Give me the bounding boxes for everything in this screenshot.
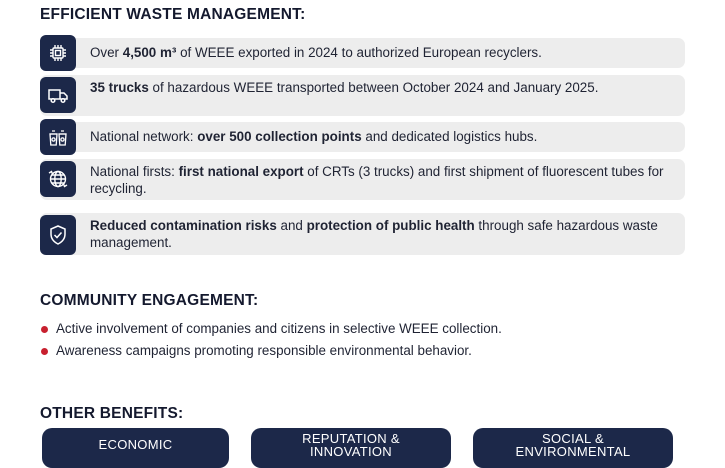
waste-row-export bbox=[40, 38, 685, 68]
reputation-benefit-button[interactable] bbox=[251, 428, 451, 468]
waste-row-text: 35 trucks of hazardous WEEE transported between October 2024 and January 2025. bbox=[90, 80, 599, 95]
globe-recycle-icon bbox=[40, 161, 76, 197]
truck-icon bbox=[40, 77, 76, 113]
waste-row-network bbox=[40, 122, 685, 152]
shield-check-icon bbox=[40, 215, 76, 255]
bullet-dot-icon bbox=[41, 326, 48, 333]
bullet-dot-icon bbox=[41, 348, 48, 355]
economic-benefit-button[interactable] bbox=[42, 428, 229, 468]
list-item-text: Awareness campaigns promoting responsible environmental behavior. bbox=[56, 343, 472, 358]
list-item-text: Active involvement of companies and citizens in selective WEEE collection. bbox=[56, 321, 502, 336]
social-label: SOCIAL & ENVIRONMENTAL bbox=[515, 431, 631, 459]
chip-icon bbox=[40, 35, 76, 71]
list-item bbox=[40, 318, 502, 340]
waste-row-text: National firsts: first national export of CRTs (3 trucks) and first shipment of fluorescent tubes for recycling. bbox=[90, 164, 664, 196]
community-section-title: COMMUNITY ENGAGEMENT: bbox=[40, 292, 259, 309]
benefits-section-title: OTHER BENEFITS: bbox=[40, 405, 184, 422]
list-item bbox=[40, 340, 502, 362]
waste-row-text: Over 4,500 m³ of WEEE exported in 2024 to authorized European recyclers. bbox=[90, 45, 542, 60]
social-benefit-button[interactable] bbox=[473, 428, 673, 468]
reputation-label: REPUTATION & INNOVATION bbox=[302, 431, 400, 459]
recycle-bins-icon bbox=[40, 119, 76, 155]
waste-row-text: National network: over 500 collection points and dedicated logistics hubs. bbox=[90, 129, 538, 144]
economic-label: ECONOMIC bbox=[98, 437, 173, 452]
waste-row-health bbox=[40, 213, 685, 255]
community-list bbox=[40, 318, 502, 362]
waste-row-text: Reduced contamination risks and protection of public health through safe hazardous waste management. bbox=[90, 218, 658, 250]
waste-row-firsts bbox=[40, 159, 685, 200]
waste-row-trucks bbox=[40, 75, 685, 116]
waste-section-title: EFFICIENT WASTE MANAGEMENT: bbox=[40, 6, 306, 23]
